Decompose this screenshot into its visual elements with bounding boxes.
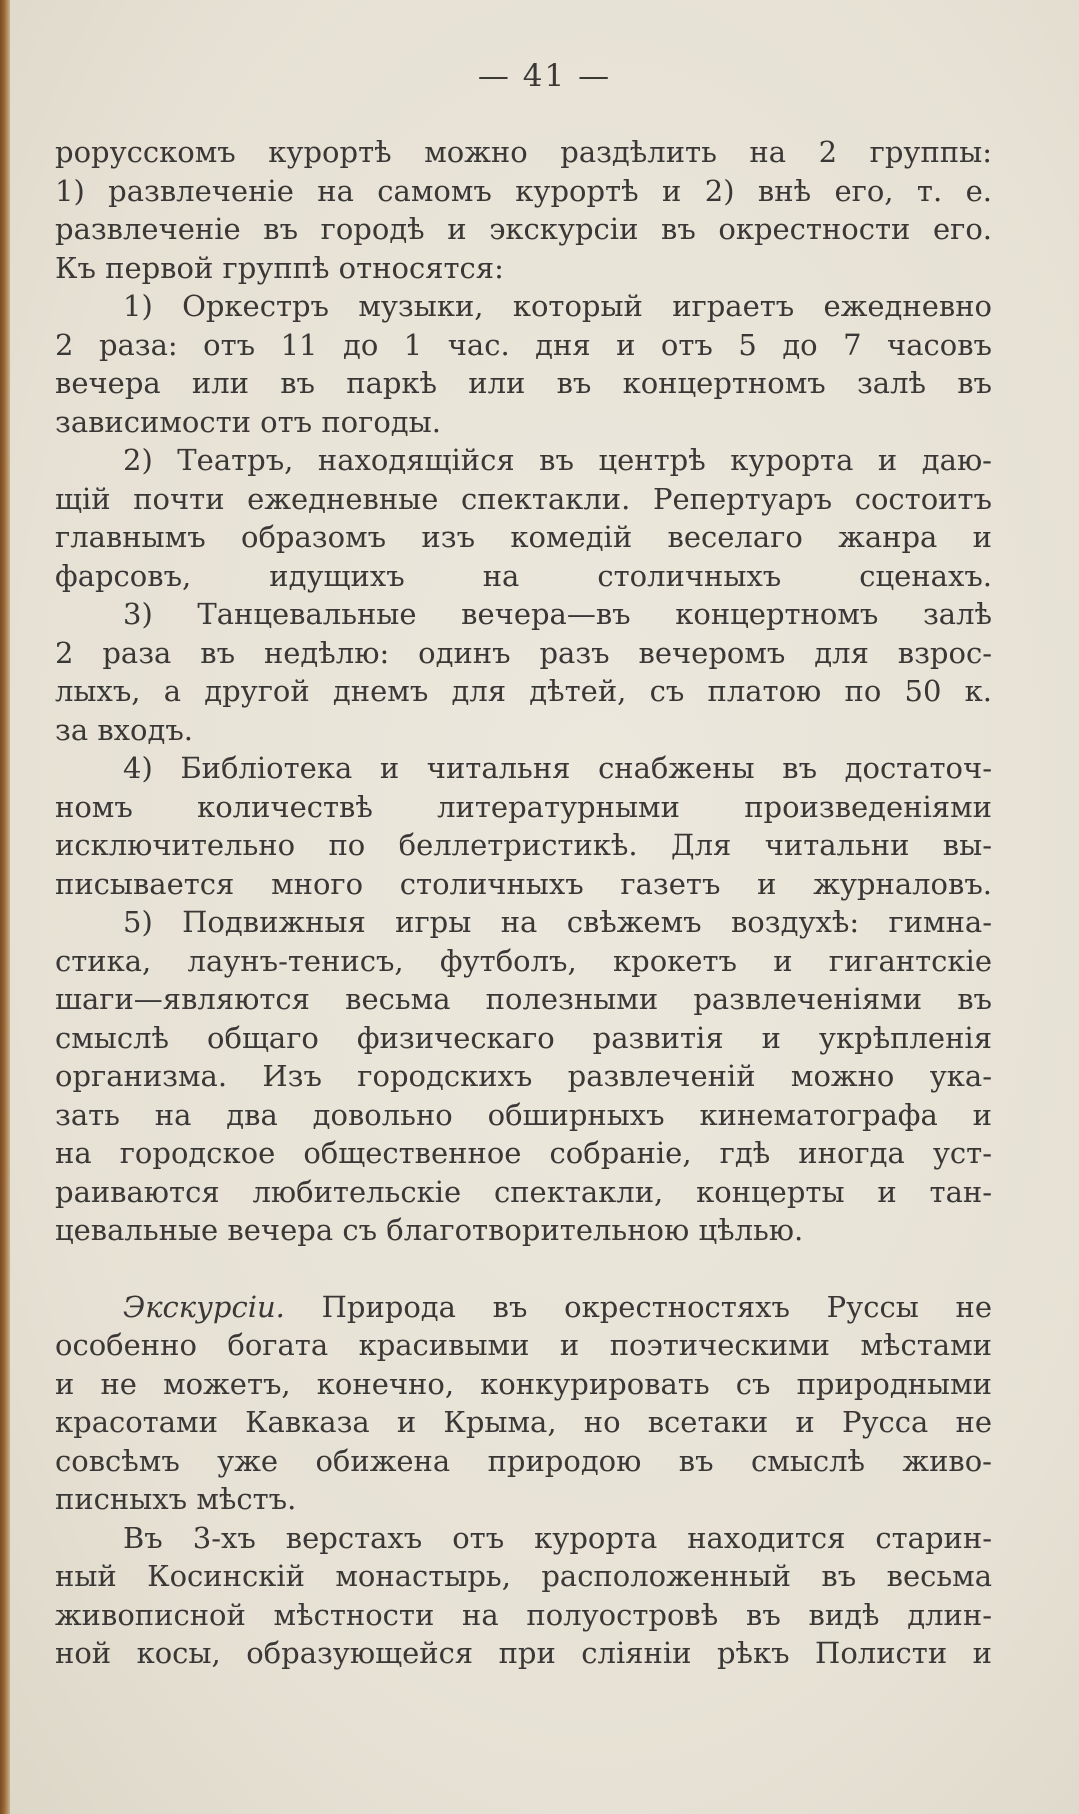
body-text	[55, 133, 992, 1673]
text-line: раиваются любительскіе спектакли, концерты и тан-	[55, 1174, 992, 1209]
book-spine-edge	[0, 0, 10, 1814]
section-gap	[55, 1250, 992, 1288]
text-line: Къ первой группѣ относятся:	[55, 250, 504, 285]
text-line	[55, 1288, 992, 1327]
text-line: живописной мѣстности на полуостровѣ въ видѣ длин-	[55, 1597, 992, 1632]
text-line: за входъ.	[55, 712, 193, 747]
text-line: лыхъ, а другой днемъ для дѣтей, съ платою по 50 к.	[55, 674, 992, 708]
text-line: цевальные вечера съ благотворительною цѣлью.	[55, 1213, 804, 1247]
text-line: шаги—являются весьма полезными развлеченіями въ	[55, 982, 992, 1016]
text-line: ной косы, образующейся при сліяніи рѣкъ Полисти и	[55, 1636, 992, 1670]
text-line: смыслѣ общаго физическаго развитія и укрѣпленія	[55, 1020, 992, 1055]
text-line: совсѣмъ уже обижена природою въ смыслѣ живо-	[55, 1443, 992, 1478]
text-line: красотами Кавказа и Крыма, но всетаки и Русса не	[55, 1405, 992, 1439]
text-line: стика, лаунъ-тенисъ, футболъ, крокетъ и гигантскіе	[55, 943, 992, 978]
text-line: исключительно по беллетристикѣ. Для читальни вы-	[55, 828, 992, 862]
text-line: 1) развлеченіе на самомъ курортѣ и 2) внѣ его, т. е.	[55, 173, 992, 208]
text-line: рорусскомъ курортѣ можно раздѣлить на 2 группы:	[55, 135, 992, 169]
text-line: вечера или въ паркѣ или въ концертномъ залѣ въ	[55, 366, 992, 400]
text-line: 5) Подвижныя игры на свѣжемъ воздухѣ: гимна-	[123, 905, 992, 939]
section-heading: Экскурсіи.	[123, 1289, 285, 1324]
text-line: фарсовъ, идущихъ на столичныхъ сценахъ.	[55, 558, 992, 593]
text-line: 2 раза: отъ 11 до 1 час. дня и отъ 5 до 7 часовъ	[55, 327, 992, 362]
text-line: писывается много столичныхъ газетъ и журналовъ.	[55, 866, 992, 901]
text-line: и не можетъ, конечно, конкурировать съ природными	[55, 1366, 992, 1401]
text-line: писныхъ мѣстъ.	[55, 1482, 297, 1516]
text-line: зать на два довольно обширныхъ кинематографа и	[55, 1097, 992, 1132]
text-line: 3) Танцевальные вечера—въ концертномъ залѣ	[123, 597, 992, 631]
text-line: щій почти ежедневные спектакли. Репертуаръ состоитъ	[55, 481, 992, 516]
text-line: зависимости отъ погоды.	[55, 404, 441, 439]
book-page	[10, 0, 1079, 1814]
text-line: 2 раза въ недѣлю: одинъ разъ вечеромъ для взрос-	[55, 635, 992, 670]
text-line: главнымъ образомъ изъ комедій веселаго жанра и	[55, 520, 992, 554]
text-line: Въ 3-хъ верстахъ отъ курорта находится старин-	[123, 1520, 992, 1555]
text-line: организма. Изъ городскихъ развлеченій можно ука-	[55, 1059, 992, 1093]
text-line: 2) Театръ, находящійся въ центрѣ курорта и даю-	[123, 443, 992, 477]
text-line: 1) Оркестръ музыки, который играетъ ежедневно	[123, 289, 992, 323]
page-number: — 41 —	[477, 58, 612, 94]
text-line: на городское общественное собраніе, гдѣ иногда уст-	[55, 1136, 992, 1170]
text-line: номъ количествѣ литературными произведеніями	[55, 789, 992, 824]
text-run: Природа въ окрестностяхъ Руссы не	[284, 1289, 992, 1324]
text-line: развлеченіе въ городѣ и экскурсіи въ окрестности его.	[55, 212, 992, 246]
text-line: ный Косинскій монастырь, расположенный въ весьма	[55, 1559, 992, 1593]
text-line: особенно богата красивыми и поэтическими мѣстами	[55, 1328, 992, 1362]
text-line: 4) Библіотека и читальня снабжены въ достаточ-	[123, 751, 992, 785]
